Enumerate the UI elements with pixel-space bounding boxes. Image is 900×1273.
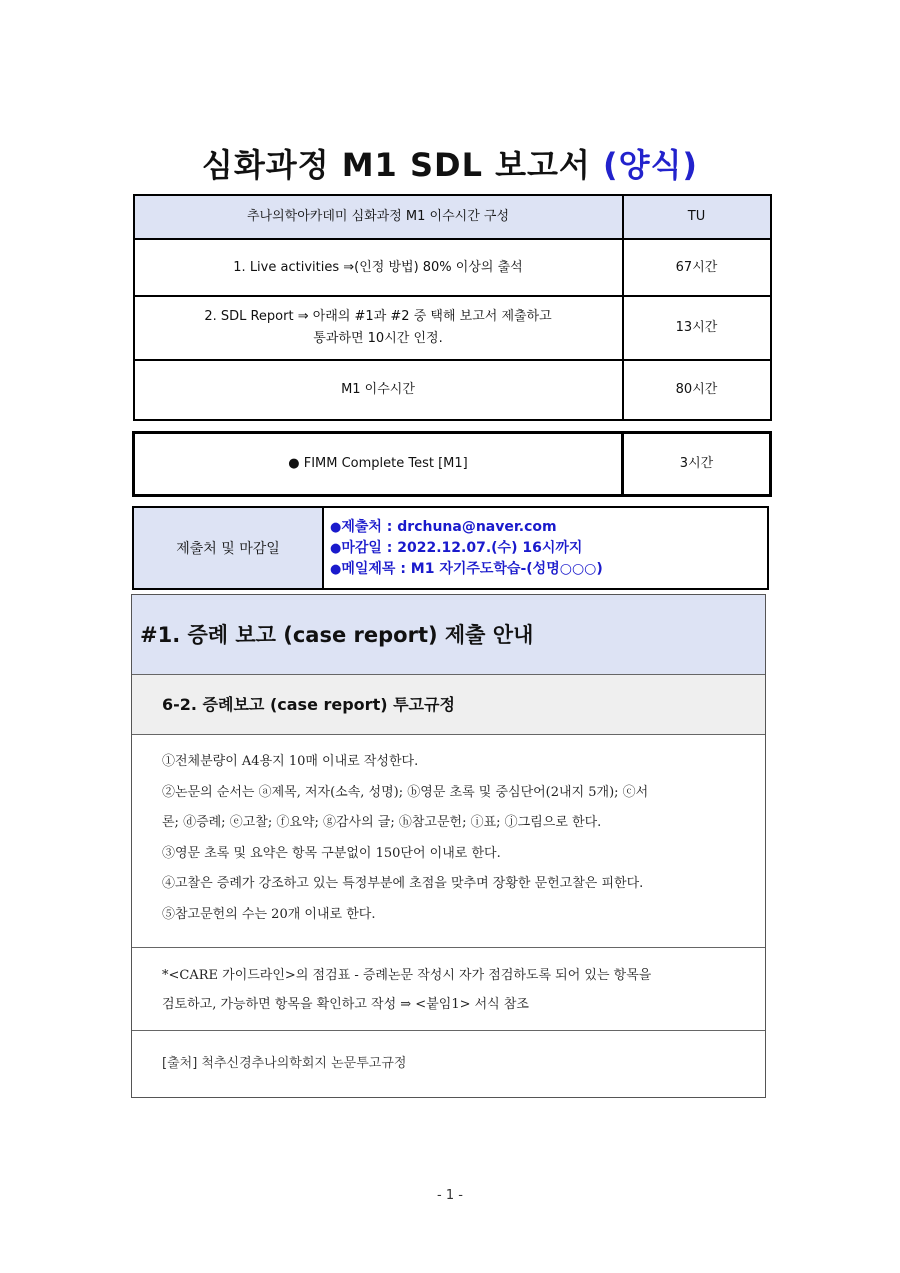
table-row [134, 239, 771, 296]
tu-header-label: 추나의학아카데미 심화과정 M1 이수시간 구성 [134, 195, 623, 239]
submission-deadline-line [330, 538, 767, 559]
table-gap [134, 420, 771, 432]
source-citation: [출처] 척추신경추나의학회지 논문투고규정 [162, 1056, 407, 1071]
sdl-report-hours: 13시간 [623, 296, 771, 360]
submission-subject: 메일제목 : M1 자기주도학습-(성명○○○) [341, 560, 603, 577]
care-note-line2: 검토하고, 가능하면 항목을 확인하고 작성 ⇒ <붙임1> 서식 참조 [162, 997, 529, 1012]
sdl-report-label [134, 296, 623, 360]
tu-header-unit: TU [623, 195, 771, 239]
case-report-rules [132, 735, 765, 948]
submission-table [132, 506, 769, 590]
bullet-icon: ● [330, 561, 342, 577]
bullet-icon: ● [330, 519, 342, 535]
rule-item: ②논문의 순서는 ⓐ제목, 저자(소속, 성명); ⓑ영문 초록 및 중심단어(2내지 5개); ⓒ서 [162, 784, 649, 800]
page-title [0, 140, 900, 186]
page-number: - 1 - [437, 1188, 463, 1203]
rule-item: ①전체분량이 A4용지 10매 이내로 작성한다. [162, 754, 419, 769]
submission-deadline: 마감일 : 2022.12.07.(수) 16시까지 [341, 539, 583, 556]
m1-total-label: M1 이수시간 [134, 360, 623, 420]
submission-email-line [330, 517, 767, 538]
rule-item: ④고찰은 증례가 강조하고 있는 특정부분에 초점을 맞추며 장황한 문헌고찰은 피한다. [162, 876, 644, 891]
m1-total-hours: 80시간 [623, 360, 771, 420]
case-report-subheading: 6-2. 증례보고 (case report) 투고규정 [132, 675, 765, 735]
live-activities-label: 1. Live activities ⇒(인정 방법) 80% 이상의 출석 [134, 239, 623, 296]
case-report-box [131, 594, 766, 1098]
case-report-heading: #1. 증례 보고 (case report) 제출 안내 [132, 595, 765, 675]
sdl-report-line1: 2. SDL Report ⇒ 아래의 #1과 #2 중 택해 보고서 제출하고 [204, 309, 552, 324]
live-activities-hours: 67시간 [623, 239, 771, 296]
submission-subject-line [330, 559, 767, 580]
rule-item: ⑤참고문헌의 수는 20개 이내로 한다. [162, 906, 376, 922]
tu-table [132, 194, 772, 497]
fimm-row [134, 432, 771, 495]
title-main: 심화과정 M1 SDL 보고서 [201, 146, 591, 184]
tu-table-header [134, 195, 771, 239]
title-accent: (양식) [602, 146, 699, 184]
submission-label: 제출처 및 마감일 [133, 507, 323, 589]
table-row [134, 360, 771, 420]
care-note-line1: *<CARE 가이드라인>의 점검표 - 증례논문 작성시 자가 점검하도록 되어 있는 항목을 [162, 968, 652, 983]
bullet-icon: ● [288, 455, 300, 471]
rule-item: 론; ⓓ증례; ⓔ고찰; ⓕ요약; ⓖ감사의 글; ⓗ참고문헌; ⓘ표; ⓙ그림으로 한다. [162, 815, 602, 830]
fimm-label [134, 432, 623, 495]
table-row [134, 296, 771, 360]
fimm-label-text: FIMM Complete Test [M1] [303, 455, 468, 471]
submission-info [323, 507, 768, 589]
sdl-report-line2: 통과하면 10시간 인정. [313, 331, 443, 346]
bullet-icon: ● [330, 540, 342, 556]
fimm-hours: 3시간 [623, 432, 771, 495]
care-guideline-note [132, 948, 765, 1031]
submission-email: 제출처 : drchuna@naver.com [341, 518, 557, 535]
rule-item: ③영문 초록 및 요약은 항목 구분없이 150단어 이내로 한다. [162, 845, 501, 861]
